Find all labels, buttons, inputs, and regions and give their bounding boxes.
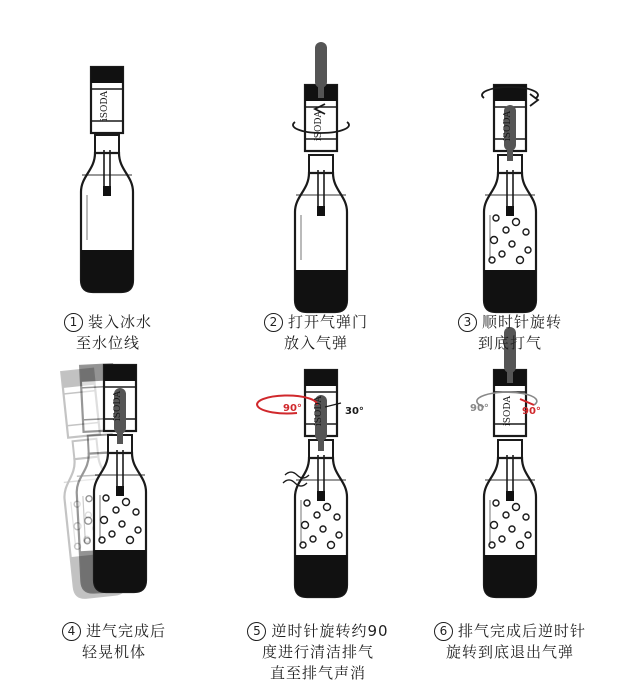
step-number-badge: 3 [458,313,477,332]
step-caption-line2: 至水位线 [75,334,140,352]
step-1-caption [8,312,208,354]
step-5-caption [218,621,418,682]
step-6-illustration [477,327,537,597]
step-caption-line2: 放入气弹 [283,334,348,352]
step-caption-line1: 进气完成后 [85,622,166,640]
step-caption-line2: 度进行清洁排气 [261,643,374,661]
step-caption-line1: 打开气弹门 [287,313,368,331]
step-caption-line1: 顺时针旋转 [481,313,562,331]
step-caption-line1: 逆时针旋转约90 [271,622,389,640]
angle-90-label: 90° [283,403,302,414]
step-number-badge: 6 [434,622,453,641]
angle-90-label: 90° [470,403,489,414]
step-caption-line1: 排气完成后逆时针 [457,622,586,640]
brand-label: iSODA [314,395,324,427]
step-4-illustration [51,364,146,599]
step-6-caption [410,621,610,663]
step-2-caption [216,312,416,354]
step-4-caption [14,621,214,663]
step-caption-line2: 旋转到底退出气弹 [445,643,574,661]
angle-30-label: 30° [345,406,364,417]
step-number-badge: 5 [247,622,266,641]
step-number-badge: 2 [264,313,283,332]
step-5-illustration [257,370,347,597]
brand-label: iSODA [100,90,110,122]
brand-label: iSODA [314,110,324,142]
step-caption-line3: 直至排气声消 [269,664,366,682]
step-number-badge: 4 [62,622,81,641]
step-2-illustration [293,42,349,312]
step-3-caption [410,312,610,354]
brand-label: iSODA [503,395,513,427]
step-caption-line2: 到底打气 [477,334,542,352]
brand-label: iSODA [113,390,123,422]
step-caption-line1: 装入冰水 [87,313,152,331]
brand-label: iSODA [503,110,513,142]
angle-90-label: 90° [522,406,541,417]
step-caption-line2: 轻晃机体 [81,643,146,661]
step-number-badge: 1 [64,313,83,332]
